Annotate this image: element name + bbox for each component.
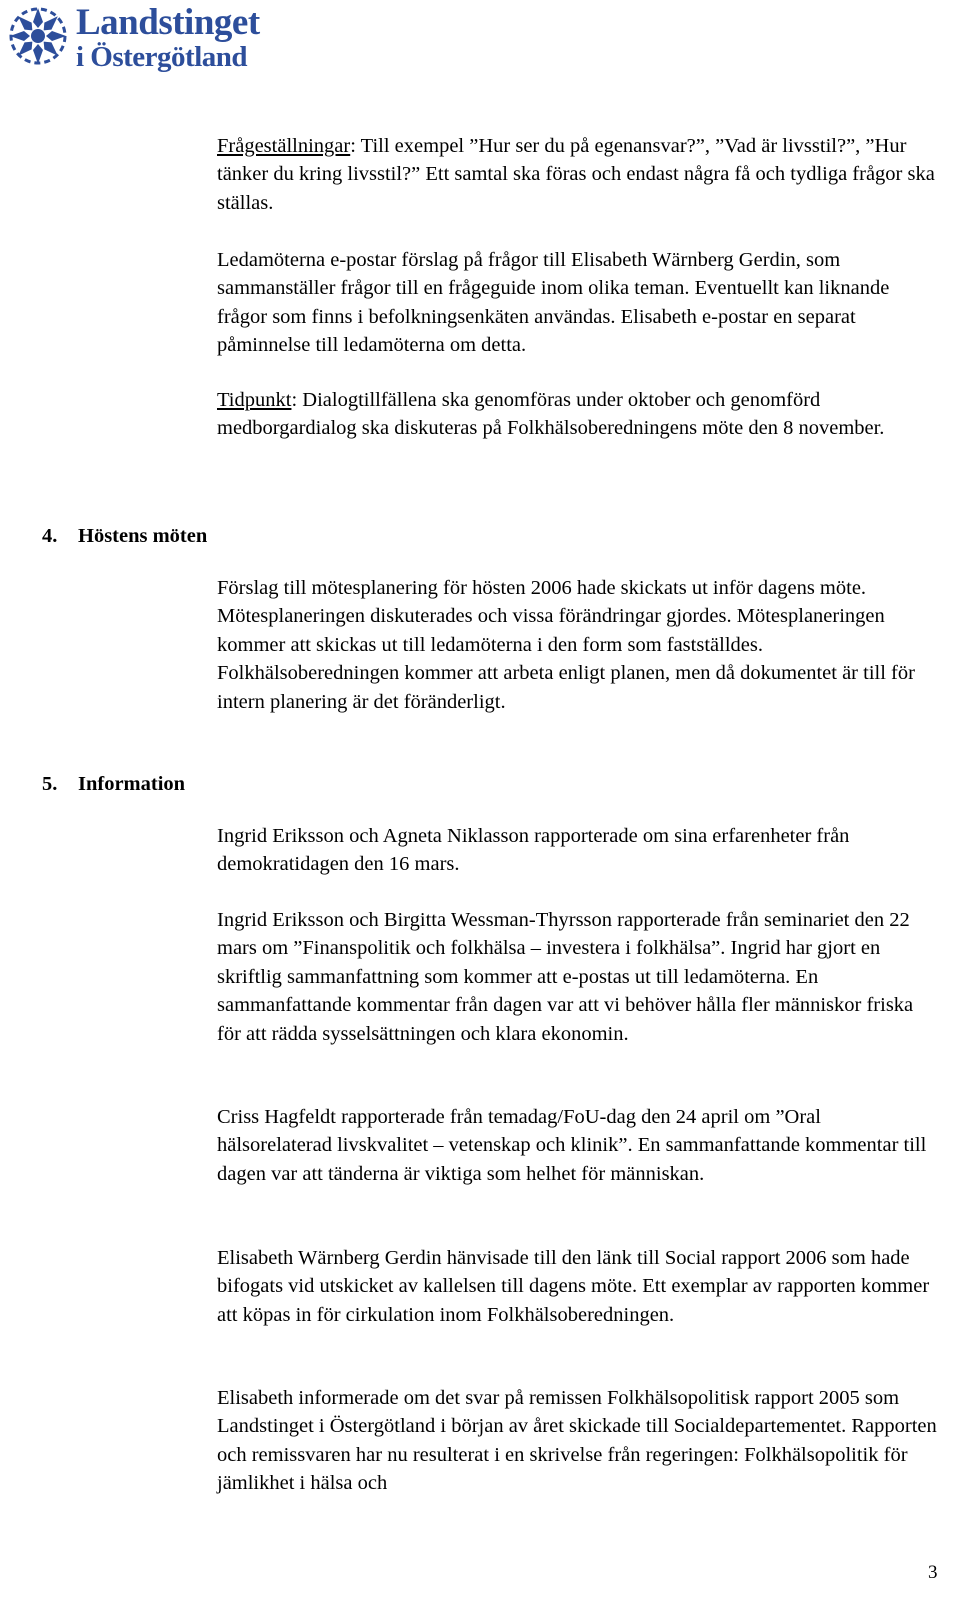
- crown-emblem-icon: [6, 4, 70, 68]
- logo-subtitle: i Östergötland: [76, 41, 248, 73]
- section-title-4: Höstens möten: [78, 525, 208, 547]
- paragraph-hostens-moten: [217, 574, 937, 716]
- section-number-5: 5.: [42, 773, 58, 795]
- text-tidpunkt: : Dialogtillfällena ska genomföras under oktober och genomförd medborgardialog ska diskuteras på Folkhälsoberedningens möte den 8 november.: [217, 389, 885, 440]
- logo: [6, 4, 260, 74]
- label-tidpunkt: Tidpunkt: [217, 389, 292, 411]
- info-paragraph-2: [217, 906, 937, 1048]
- paragraph-ledamoterna: [217, 246, 937, 360]
- info-text-5: Elisabeth informerade om det svar på remissen Folkhälsopolitisk rapport 2005 som Landstinget i Östergötland i början av året skickade till Socialdepartementet. Rapporten och remissvaren har nu resulterat i en skrivelse från regeringen: Folkhälsopolitik för jämlikhet i hälsa och: [217, 1387, 937, 1495]
- info-paragraph-5: [217, 1384, 937, 1498]
- info-text-1: Ingrid Eriksson och Agneta Niklasson rapporterade om sina erfarenheter från demokratidagen den 16 mars.: [217, 825, 850, 876]
- page-number: 3: [928, 1562, 938, 1583]
- section-heading-5: [42, 770, 185, 798]
- section-number-4: 4.: [42, 525, 58, 547]
- logo-title: Landstinget: [76, 2, 260, 43]
- text-ledamoterna: Ledamöterna e-postar förslag på frågor till Elisabeth Wärnberg Gerdin, som sammanställer frågor till en frågeguide inom olika teman. Eventuellt kan liknande frågor som finns i befolkningsenkäten användas. Elisabeth e-postar en separat påminnelse till ledamöterna om detta.: [217, 249, 890, 357]
- info-text-3: Criss Hagfeldt rapporterade från temadag/FoU-dag den 24 april om ”Oral hälsorelaterad livskvalitet – vetenskap och klinik”. En sammanfattande kommentar till dagen var att tänderna är viktiga som helhet för människan.: [217, 1106, 927, 1185]
- info-text-2: Ingrid Eriksson och Birgitta Wessman-Thyrsson rapporterade från seminariet den 22 mars om ”Finanspolitik och folkhälsa – investera i folkhälsa”. Ingrid har gjort en skriftlig sammanfattning som kommer att e-postas ut till ledamöterna. En sammanfattande kommentar från dagen var att vi behöver hålla fler människor friska för att rädda sysselsättningen och klara ekonomin.: [217, 909, 914, 1045]
- section-title-5: Information: [78, 773, 186, 795]
- section-heading-4: [42, 522, 207, 550]
- info-paragraph-3: [217, 1103, 937, 1188]
- paragraph-fragestallningar: [217, 132, 937, 217]
- info-paragraph-4: [217, 1244, 937, 1329]
- label-fragestallningar: Frågeställningar: [217, 135, 351, 157]
- info-paragraph-1: [217, 822, 937, 879]
- text-hostens-moten: Förslag till mötesplanering för hösten 2006 hade skickats ut inför dagens möte. Mötesplaneringen diskuterades och vissa förändringar gjordes. Mötesplaneringen kommer att skickas ut till ledamöterna i den form som fastställdes. Folkhälsoberedningen kommer att arbeta enligt planen, men då dokumentet är till för intern planering är det föränderligt.: [217, 577, 915, 713]
- paragraph-tidpunkt: [217, 386, 937, 443]
- text-fragestallningar: : Till exempel ”Hur ser du på egenansvar?”, ”Vad är livsstil?”, ”Hur tänker du kring livsstil?” Ett samtal ska föras och endast några få och tydliga frågor ska ställas.: [217, 135, 935, 214]
- info-text-4: Elisabeth Wärnberg Gerdin hänvisade till den länk till Social rapport 2006 som hade bifogats vid utskicket av kallelsen till dagens möte. Ett exemplar av rapporten kommer att köpas in för cirkulation inom Folkhälsoberedningen.: [217, 1247, 930, 1326]
